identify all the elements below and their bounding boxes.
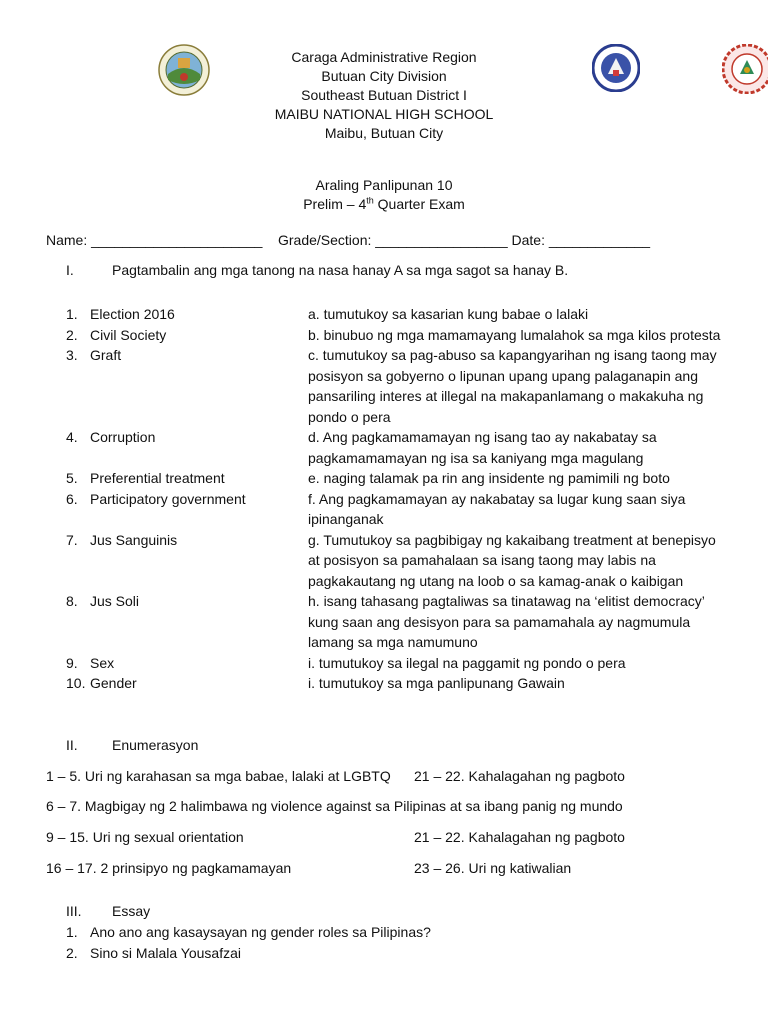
column-b-item: g. Tumutukoy sa pagbibigay ng kakaibang treatment at benepisyo at posisyon sa pamahalaan sa isang taong may labis na pagkakautang ng utang na loob o sa kamag-anak o kaibigan (308, 531, 716, 589)
column-b-item: i. tumutukoy sa mga panlipunang Gawain (308, 675, 565, 691)
section-3-heading (66, 903, 466, 923)
essay-text: Sino si Malala Yousafzai (90, 945, 241, 961)
section-1-instruction: Pagtambalin ang mga tanong na nasa hanay A sa mga sagot sa hanay B. (112, 262, 569, 278)
header-school-name: MAIBU NATIONAL HIGH SCHOOL (274, 106, 494, 122)
header-address: Maibu, Butuan City (324, 125, 444, 141)
header-district: Southeast Butuan District I (301, 87, 467, 103)
enumeration-item: 1 – 5. Uri ng karahasan sa mga babae, lalaki at LGBTQ (46, 768, 391, 784)
item-number: 4. (66, 429, 78, 445)
date-field[interactable]: Date: _____________ (511, 232, 651, 248)
subject-title: Araling Panlipunan 10 (315, 177, 453, 193)
matching-row (66, 427, 736, 468)
item-number: 3. (66, 347, 78, 363)
exam-name (0, 195, 768, 214)
essay-list (66, 922, 431, 964)
column-b-item: d. Ang pagkamamamayan ng isang tao ay nakabatay sa pagkamamamayan ng isa sa kaniyang mga magulang (308, 429, 657, 466)
section-2-number: II. (66, 737, 78, 753)
matching-row (66, 673, 736, 694)
item-number: 10. (66, 675, 86, 691)
exam-name-suffix: Quarter Exam (373, 196, 465, 212)
column-a-item: Jus Soli (90, 593, 140, 609)
section-1-number: I. (66, 262, 74, 278)
column-a-item: Civil Society (90, 326, 167, 343)
matching-row (66, 653, 736, 674)
name-field[interactable]: Name: ______________________ (46, 232, 263, 248)
header-region: Caraga Administrative Region (291, 49, 477, 65)
column-b-item: a. tumutukoy sa kasarian kung babae o lalaki (308, 306, 589, 322)
column-a-item: Participatory government (90, 490, 246, 507)
essay-question (66, 922, 431, 943)
item-number: 6. (66, 490, 78, 507)
item-number: 2. (66, 326, 78, 343)
column-a-item: Jus Sanguinis (90, 531, 178, 548)
column-a-item: Corruption (90, 429, 156, 445)
column-b-item: e. naging talamak pa rin ang insidente ng pamimili ng boto (308, 470, 670, 486)
section-2-title: Enumerasyon (112, 737, 199, 753)
matching-row (66, 325, 736, 346)
enumeration-item: 6 – 7. Magbigay ng 2 halimbawa ng violence against sa Pilipinas at sa ibang panig ng mundo (46, 798, 623, 814)
matching-table (66, 304, 736, 694)
section-2-heading (66, 737, 466, 757)
exam-title (0, 176, 768, 214)
exam-name-superscript: th (366, 195, 374, 206)
section-3-number: III. (66, 903, 82, 919)
column-b-item: b. binubuo ng mga mamamayang lumalahok sa mga kilos protesta (308, 326, 721, 343)
column-a-item: Graft (90, 347, 122, 363)
column-b-item: h. isang tahasang pagtaliwas sa tinatawag na ‘elitist democracy’ kung saan ang desisyon para sa pamamahala ay nagmumula lamang sa mga namumuno (308, 593, 705, 650)
enumeration-item: 9 – 15. Uri ng sexual orientation (46, 829, 244, 845)
matching-row (66, 530, 736, 592)
enumeration-item: 21 – 22. Kahalagahan ng pagboto (414, 768, 625, 784)
essay-text: Ano ano ang kasaysayan ng gender roles sa Pilipinas? (90, 924, 431, 940)
item-number: 1. (66, 306, 78, 322)
column-b-item: i. tumutukoy sa ilegal na paggamit ng pondo o pera (308, 654, 626, 671)
school-header (0, 48, 768, 143)
column-a-item: Election 2016 (90, 306, 175, 322)
item-number: 5. (66, 470, 78, 486)
column-b-item: f. Ang pagkamamayan ay nakabatay sa lugar kung saan siya ipinanganak (308, 490, 686, 527)
item-number: 8. (66, 593, 78, 609)
matching-row (66, 591, 736, 653)
section-3-title: Essay (112, 903, 151, 919)
header-division: Butuan City Division (321, 68, 447, 84)
section-1-heading (66, 262, 746, 282)
column-b-item: c. tumutukoy sa pag-abuso sa kapangyarihan ng isang taong may posisyon sa gobyerno o lipunan upang upang palaganapin ang pansariling interes at illegal na makapanlamang o makakuha ng pondo o pera (308, 347, 717, 425)
item-number: 7. (66, 531, 78, 548)
item-number: 9. (66, 654, 78, 671)
matching-row (66, 345, 736, 427)
column-a-item: Gender (90, 675, 137, 691)
enumeration-item: 16 – 17. 2 prinsipyo ng pagkamamayan (46, 860, 292, 876)
matching-row (66, 489, 736, 530)
grade-section-field[interactable]: Grade/Section: _________________ (277, 232, 508, 248)
enumeration-item: 21 – 22. Kahalagahan ng pagboto (414, 829, 625, 845)
enumeration-item: 23 – 26. Uri ng katiwalian (414, 860, 572, 876)
essay-number: 2. (66, 945, 78, 961)
matching-row (66, 304, 736, 325)
exam-name-prefix: Prelim – 4 (303, 196, 367, 212)
essay-question (66, 943, 431, 964)
student-info-line (46, 232, 650, 248)
matching-row (66, 468, 736, 489)
column-a-item: Preferential treatment (90, 470, 225, 486)
essay-number: 1. (66, 924, 78, 940)
column-a-item: Sex (90, 654, 115, 671)
